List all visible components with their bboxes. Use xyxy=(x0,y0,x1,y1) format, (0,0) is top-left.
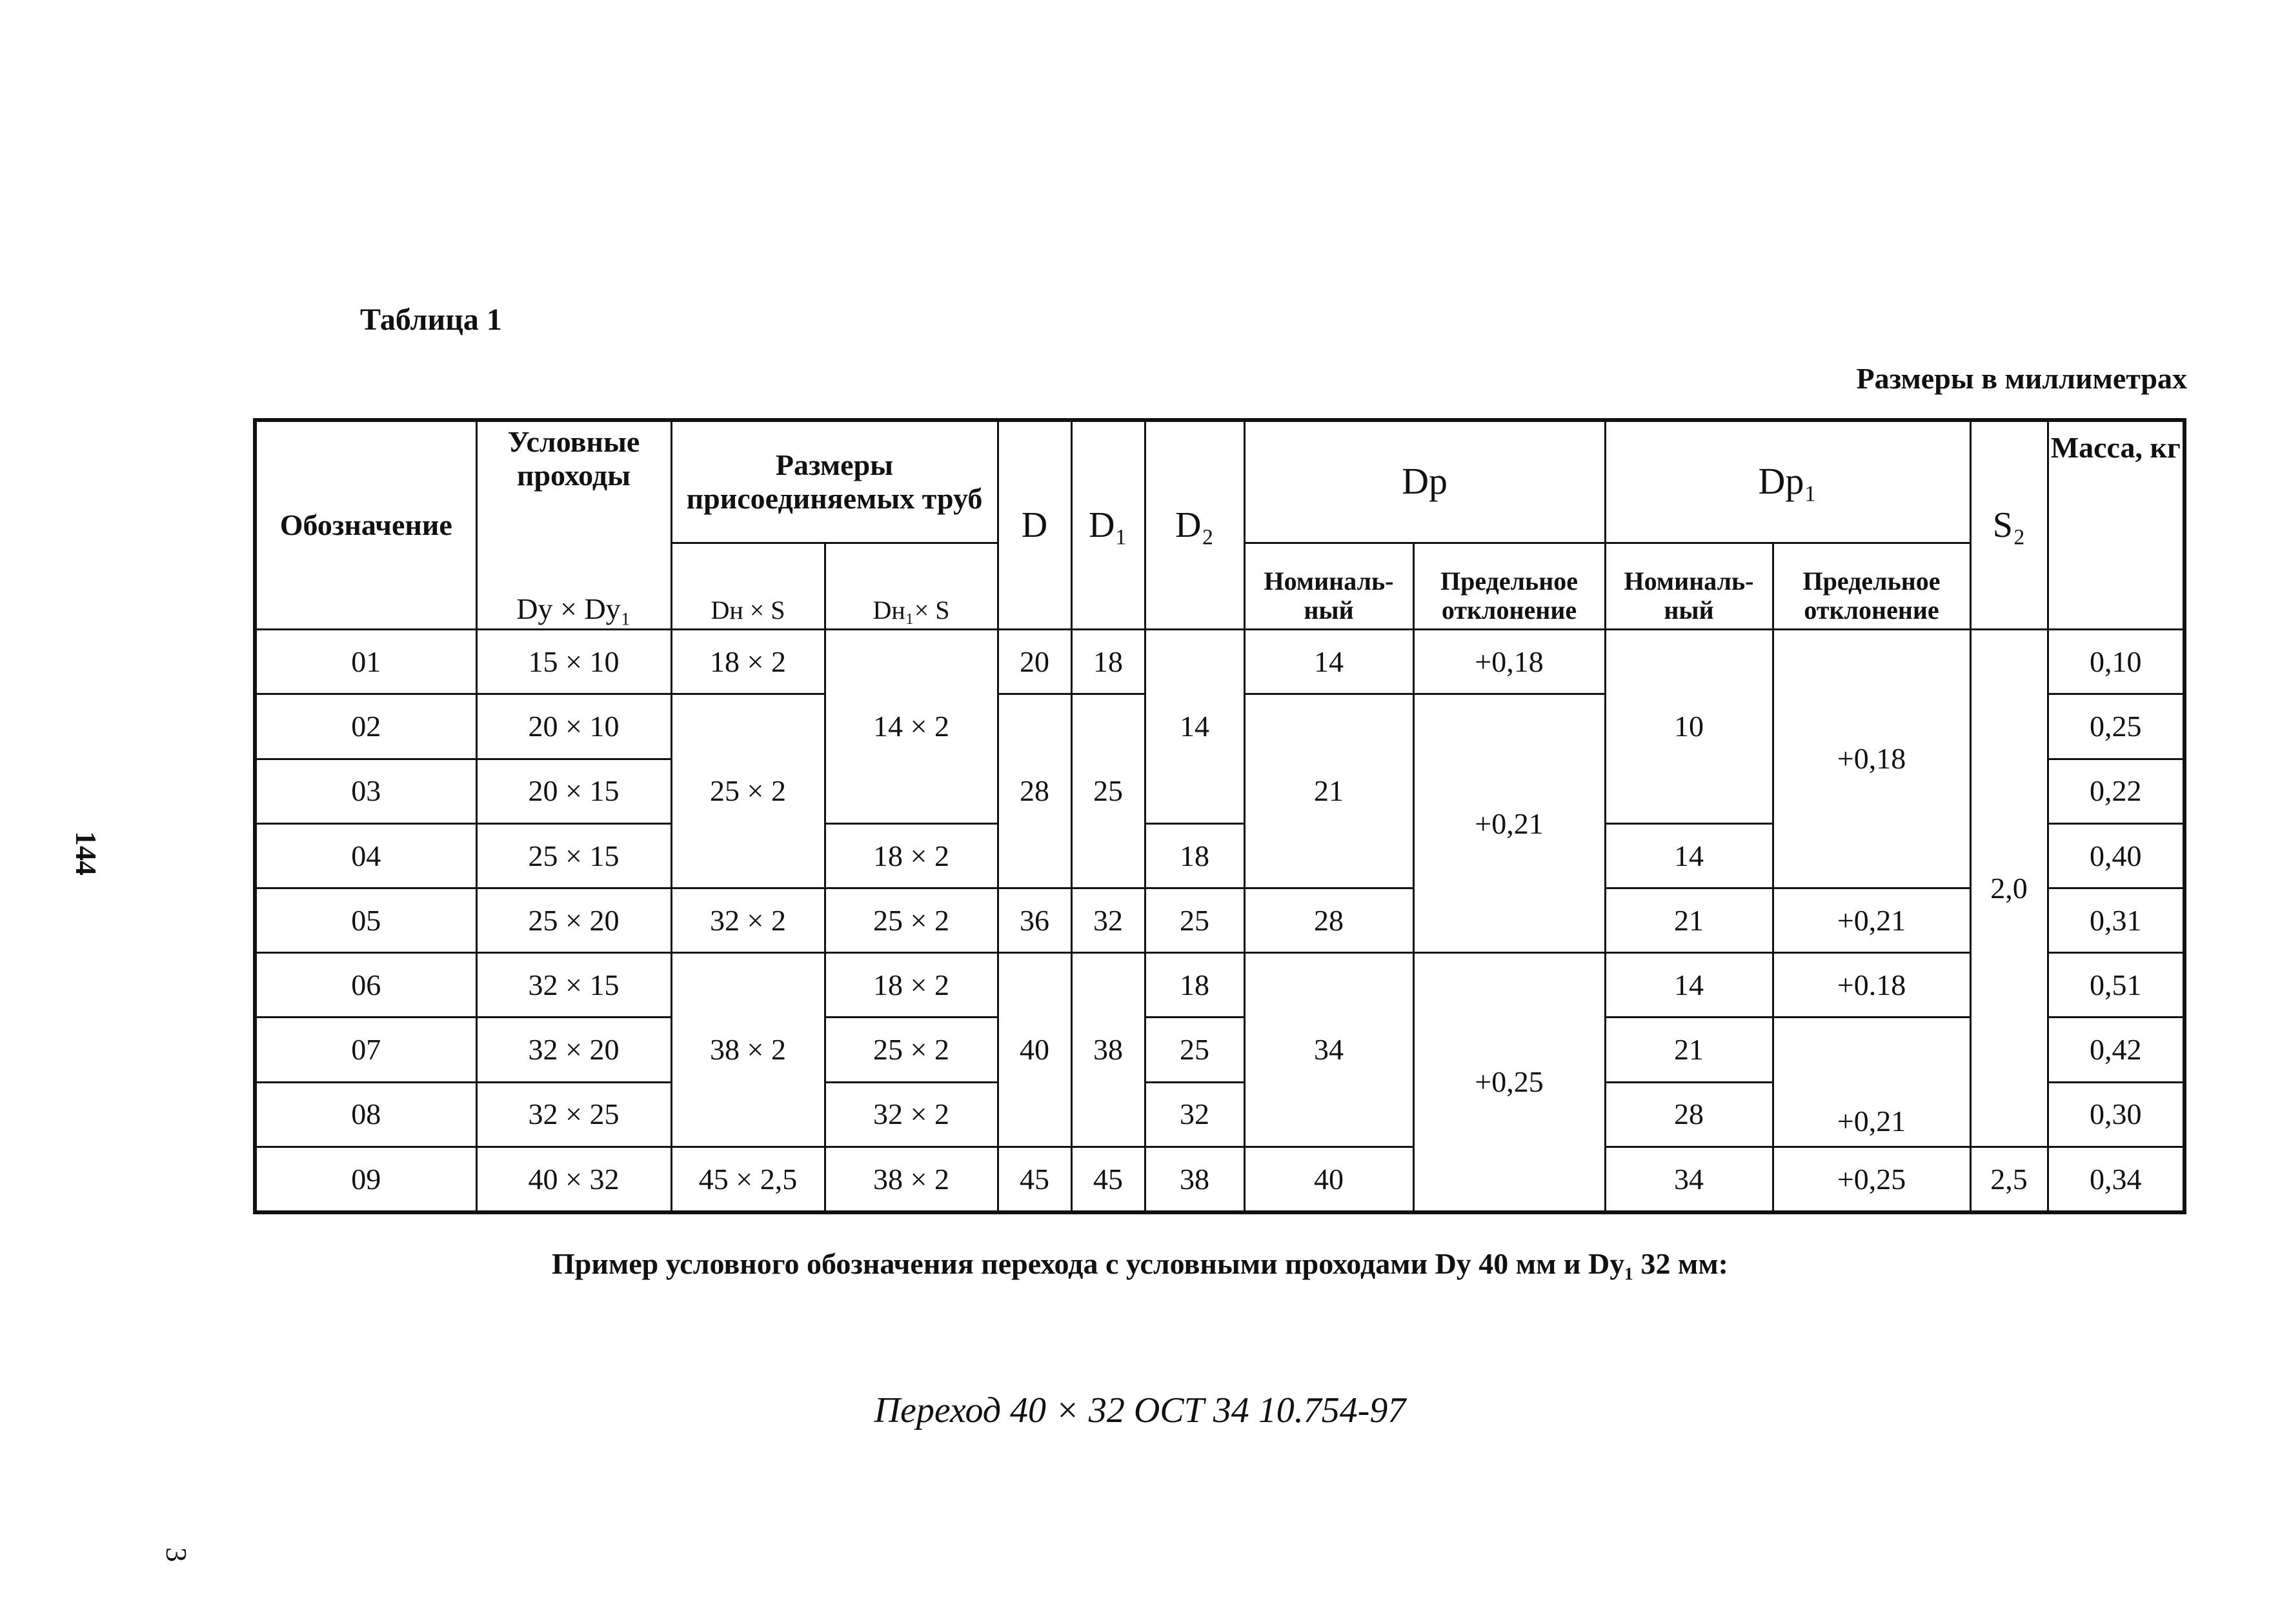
header-dr-nominal: Номиналь-ный xyxy=(1244,543,1413,629)
cell-designation: 01 xyxy=(255,630,476,694)
cell-d2: 38 xyxy=(1145,1147,1244,1212)
cell-nominal-bores: 20 × 10 xyxy=(476,694,671,759)
cell-d2: 32 xyxy=(1145,1082,1244,1147)
cell-dr1-deviation: +0,25 xyxy=(1773,1147,1970,1212)
cell-dr1-nominal: 14 xyxy=(1605,823,1773,888)
cell-dn-s: 38 × 2 xyxy=(671,953,825,1147)
cell-dr-nominal: 28 xyxy=(1244,888,1413,952)
cell-dn1-s: 38 × 2 xyxy=(825,1147,998,1212)
cell-designation: 04 xyxy=(255,823,476,888)
cell-dr-nominal: 21 xyxy=(1244,694,1413,888)
header-dr1-nominal: Номиналь-ный xyxy=(1605,543,1773,629)
cell-nominal-bores: 40 × 32 xyxy=(476,1147,671,1212)
cell-dr1-deviation: +0.18 xyxy=(1773,953,1970,1018)
header-s2: S₂ xyxy=(1970,420,2048,630)
designation-example-text: Пример условного обозначения перехода с условными проходами Dy 40 мм и Dy₁ 32 мм: xyxy=(552,1247,1728,1280)
cell-nominal-bores: 32 × 25 xyxy=(476,1082,671,1147)
cell-d1: 32 xyxy=(1071,888,1145,952)
header-dr-deviation: Предельное отклонение xyxy=(1413,543,1605,629)
cell-d1: 38 xyxy=(1071,953,1145,1147)
cell-designation: 03 xyxy=(255,759,476,823)
cell-dr1-nominal: 28 xyxy=(1605,1082,1773,1147)
cell-s2: 2,0 xyxy=(1970,630,2048,1147)
cell-mass: 0,22 xyxy=(2048,759,2184,823)
cell-nominal-bores: 25 × 15 xyxy=(476,823,671,888)
cell-designation: 09 xyxy=(255,1147,476,1212)
cell-designation: 06 xyxy=(255,953,476,1018)
cell-dr-deviation: +0,18 xyxy=(1413,630,1605,694)
header-nominal-bores-sub: Dy × Dy₁ xyxy=(516,592,631,625)
cell-mass: 0,30 xyxy=(2048,1082,2184,1147)
side-page-number: 144 xyxy=(70,831,103,876)
table-row xyxy=(255,888,2184,952)
cell-d2: 25 xyxy=(1145,888,1244,952)
cell-dn-s: 32 × 2 xyxy=(671,888,825,952)
cell-d: 45 xyxy=(998,1147,1071,1212)
cell-nominal-bores: 32 × 15 xyxy=(476,953,671,1018)
cell-dr-nominal: 14 xyxy=(1244,630,1413,694)
cell-dr1-nominal: 34 xyxy=(1605,1147,1773,1212)
cell-nominal-bores: 15 × 10 xyxy=(476,630,671,694)
cell-dr1-nominal: 14 xyxy=(1605,953,1773,1018)
cell-designation: 07 xyxy=(255,1018,476,1082)
header-dr1-deviation: Предельное отклонение xyxy=(1773,543,1970,629)
header-dn-s: Dн × S xyxy=(671,543,825,629)
cell-d2: 18 xyxy=(1145,823,1244,888)
table-row xyxy=(255,953,2184,1018)
cell-dr1-deviation: +0,21 xyxy=(1773,888,1970,952)
header-nominal-bores-label: Условные проходы xyxy=(507,425,640,492)
page-number: 3 xyxy=(160,1547,193,1562)
header-dn1-s: Dн₁× S xyxy=(825,543,998,629)
cell-s2: 2,5 xyxy=(1970,1147,2048,1212)
cell-dr-nominal: 40 xyxy=(1244,1147,1413,1212)
cell-d2: 14 xyxy=(1145,630,1244,824)
cell-mass: 0,51 xyxy=(2048,953,2184,1018)
cell-mass: 0,34 xyxy=(2048,1147,2184,1212)
cell-dn1-s: 25 × 2 xyxy=(825,1018,998,1082)
dimensions-table xyxy=(253,418,2186,1214)
cell-d2: 18 xyxy=(1145,953,1244,1018)
cell-dn1-s: 14 × 2 xyxy=(825,630,998,824)
header-nominal-bores xyxy=(476,420,671,630)
cell-dr-nominal: 34 xyxy=(1244,953,1413,1147)
cell-dn-s: 25 × 2 xyxy=(671,694,825,888)
table-row xyxy=(255,1018,2184,1082)
cell-d: 36 xyxy=(998,888,1071,952)
header-designation: Обозначение xyxy=(255,420,476,630)
cell-dr-deviation: +0,25 xyxy=(1413,953,1605,1212)
header-d2: D₂ xyxy=(1145,420,1244,630)
header-dr: Dр xyxy=(1244,420,1605,543)
cell-d1: 18 xyxy=(1071,630,1145,694)
cell-dr1-nominal: 21 xyxy=(1605,1018,1773,1082)
cell-mass: 0,25 xyxy=(2048,694,2184,759)
cell-dn1-s: 18 × 2 xyxy=(825,953,998,1018)
cell-d: 20 xyxy=(998,630,1071,694)
cell-dn1-s: 18 × 2 xyxy=(825,823,998,888)
units-note: Размеры в миллиметрах xyxy=(1856,362,2187,395)
cell-mass: 0,40 xyxy=(2048,823,2184,888)
cell-dr-deviation: +0,21 xyxy=(1413,694,1605,953)
header-d: D xyxy=(998,420,1071,630)
header-d1: D₁ xyxy=(1071,420,1145,630)
cell-mass: 0,42 xyxy=(2048,1018,2184,1082)
cell-nominal-bores: 20 × 15 xyxy=(476,759,671,823)
cell-mass: 0,10 xyxy=(2048,630,2184,694)
cell-nominal-bores: 25 × 20 xyxy=(476,888,671,952)
cell-d: 40 xyxy=(998,953,1071,1147)
cell-dn1-s: 25 × 2 xyxy=(825,888,998,952)
cell-dr1-deviation: +0,18 xyxy=(1773,630,1970,888)
cell-designation: 05 xyxy=(255,888,476,952)
header-pipe-sizes: Размеры присоединяемых труб xyxy=(671,420,998,543)
cell-mass: 0,31 xyxy=(2048,888,2184,952)
cell-d1: 25 xyxy=(1071,694,1145,888)
cell-d: 28 xyxy=(998,694,1071,888)
cell-dr1-deviation: +0,21 xyxy=(1773,1018,1970,1147)
cell-d1: 45 xyxy=(1071,1147,1145,1212)
header-dr1: Dр₁ xyxy=(1605,420,1970,543)
cell-dr1-nominal: 10 xyxy=(1605,630,1773,824)
table-title: Таблица 1 xyxy=(360,303,502,337)
cell-designation: 08 xyxy=(255,1082,476,1147)
table-row xyxy=(255,630,2184,694)
table-row xyxy=(255,1147,2184,1212)
designation-example: Переход 40 × 32 ОСТ 34 10.754-97 xyxy=(874,1390,1406,1430)
cell-dr1-nominal: 21 xyxy=(1605,888,1773,952)
cell-nominal-bores: 32 × 20 xyxy=(476,1018,671,1082)
cell-dn1-s: 32 × 2 xyxy=(825,1082,998,1147)
cell-designation: 02 xyxy=(255,694,476,759)
cell-d2: 25 xyxy=(1145,1018,1244,1082)
header-mass: Масса, кг xyxy=(2048,420,2184,630)
cell-dn-s: 45 × 2,5 xyxy=(671,1147,825,1212)
cell-dn-s: 18 × 2 xyxy=(671,630,825,694)
